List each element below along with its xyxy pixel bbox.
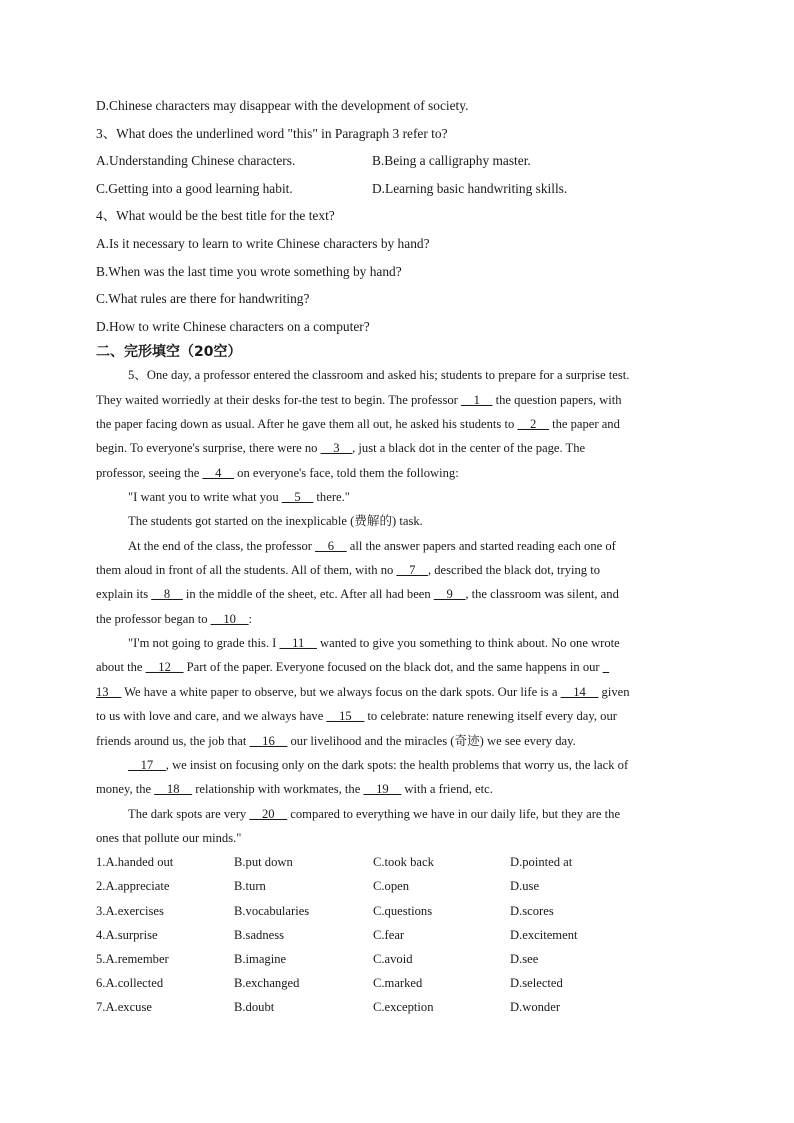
text-run: all the answer papers and started reading each one of [346, 538, 616, 553]
option-row [96, 874, 696, 898]
text-run: money, the [96, 782, 155, 797]
blank-6: __6__ [315, 538, 347, 553]
blank-2: __2__ [517, 417, 549, 432]
q3-option-b: B.Being a calligraphy master. [372, 153, 531, 169]
blank-13: 13__ [96, 684, 122, 699]
option-b: B.turn [234, 879, 266, 894]
cloze-options-list [96, 850, 696, 1019]
option-a: 2.A.appreciate [96, 879, 170, 894]
q3-option-a: A.Understanding Chinese characters. [96, 153, 296, 169]
text-run: the question papers, with [492, 392, 622, 407]
section-heading-cloze: 二、完形填空（20空） [96, 344, 242, 361]
option-c: C.took back [373, 855, 434, 870]
option-d: D.wonder [510, 1000, 561, 1015]
q3-stem: 3、What does the underlined word "this" in Paragraph 3 refer to? [96, 125, 448, 141]
text-run: The dark spots are very [128, 806, 250, 821]
option-b: B.put down [234, 855, 293, 870]
option-d: D.selected [510, 976, 563, 991]
text-run: We have a white paper to observe, but we always focus on the dark spots. Our life is a [121, 684, 561, 699]
blank-9: __9__ [433, 587, 466, 602]
cloze-p4-line-4 [96, 607, 696, 631]
option-c: C.fear [373, 927, 405, 942]
cloze-p6-line-1 [96, 753, 696, 777]
option-d: D.use [510, 879, 540, 894]
text-run: begin. To everyone's surprise, there were no [96, 441, 321, 456]
option-c: C.avoid [373, 952, 413, 967]
blank-18: __18__ [154, 782, 193, 797]
text-run: the professor began to [96, 611, 211, 626]
cloze-p4-line-2 [96, 558, 696, 582]
option-c: C.open [373, 879, 410, 894]
blank-20: __20__ [249, 806, 288, 821]
option-row [96, 850, 696, 874]
cloze-p1-line-5 [96, 461, 696, 485]
text-run: , we insist on focusing only on the dark spots: the health problems that worry us, the lack of [165, 757, 629, 772]
option-row [96, 995, 696, 1019]
text-run: compared to everything we have in our daily life, but they are the [287, 806, 621, 821]
text-run: At the end of the class, the professor [128, 538, 316, 553]
option-b: B.vocabularies [234, 903, 310, 918]
text-run: 5、One day, a professor entered the classroom and asked his; students to prepare for a surprise test. [128, 368, 630, 383]
text-run: relationship with workmates, the [192, 782, 364, 797]
cloze-p2-line-1 [96, 485, 696, 509]
blank-1: __1__ [460, 392, 493, 407]
text-run: to celebrate: nature renewing itself every day, our [364, 709, 617, 724]
option-d: D.scores [510, 903, 554, 918]
text-run: They waited worriedly at their desks for-the test to begin. The professor [96, 392, 461, 407]
q3-options-row-2 [96, 179, 696, 199]
cloze-p5-line-4 [96, 704, 696, 728]
option-a: 3.A.exercises [96, 903, 164, 918]
blank-5: __5__ [281, 490, 314, 505]
cloze-p1-line-4 [96, 436, 696, 460]
q3-options-row-1 [96, 151, 696, 171]
text-run: , the classroom was silent, and [465, 587, 619, 602]
option-d: D.excitement [510, 927, 578, 942]
q3-option-d: D.Learning basic handwriting skills. [372, 180, 568, 196]
cloze-p4-line-1 [96, 534, 696, 558]
q4-option-c: C.What rules are there for handwriting? [96, 291, 310, 307]
cloze-p3-line-1: The students got started on the inexplicable (费解的) task. [128, 514, 423, 529]
text-run: friends around us, the job that [96, 733, 250, 748]
cloze-p1-line-1 [96, 363, 696, 387]
q4-stem: 4、What would be the best title for the text? [96, 208, 335, 224]
q4-option-d: D.How to write Chinese characters on a computer? [96, 318, 370, 334]
text-run: the paper and [548, 417, 620, 432]
cloze-p1-line-3 [96, 412, 696, 436]
option-row [96, 899, 696, 923]
option-c: C.marked [373, 976, 423, 991]
option-a: 6.A.collected [96, 976, 164, 991]
cloze-p5-line-5 [96, 729, 696, 753]
text-run: wanted to give you something to think about. No one wrote [316, 636, 620, 651]
option-row [96, 923, 696, 947]
blank-19: __19__ [363, 782, 402, 797]
cloze-p4-line-3 [96, 582, 696, 606]
option-c: C.questions [373, 903, 433, 918]
cloze-p1-line-2 [96, 388, 696, 412]
cloze-p6-line-2 [96, 777, 696, 801]
option-a: 5.A.remember [96, 952, 169, 967]
cloze-p5-line-1 [96, 631, 696, 655]
blank-12: __12__ [145, 660, 184, 675]
option-b: B.doubt [234, 1000, 275, 1015]
option-row [96, 971, 696, 995]
document-page [96, 96, 696, 1020]
cloze-p5-line-2 [96, 655, 696, 679]
option-a: 1.A.handed out [96, 855, 174, 870]
option-d: D.pointed at [510, 855, 573, 870]
text-run: , described the black dot, trying to [427, 563, 601, 578]
option-d: D.see [510, 952, 539, 967]
text-run: our livelihood and the miracles (奇迹) we see every day. [287, 733, 576, 748]
text-run: given [598, 684, 630, 699]
blank-16: __16__ [249, 733, 288, 748]
text-run: explain its [96, 587, 152, 602]
option-b: B.sadness [234, 927, 285, 942]
option-a: 7.A.excuse [96, 1000, 152, 1015]
blank-15: __15__ [326, 709, 365, 724]
text-run: "I want you to write what you [128, 490, 282, 505]
text-run: with a friend, etc. [401, 782, 493, 797]
text-run: Part of the paper. Everyone focused on the black dot, and the same happens in our [183, 660, 603, 675]
blank-3: __3__ [320, 441, 353, 456]
option-a: 4.A.surprise [96, 927, 158, 942]
option-c: C.exception [373, 1000, 434, 1015]
text-run: professor, seeing the [96, 465, 203, 480]
text-run: : [248, 611, 252, 626]
text-run: in the middle of the sheet, etc. After all had been [182, 587, 434, 602]
q4-option-b: B.When was the last time you wrote something by hand? [96, 263, 402, 279]
cloze-p7-line-2: ones that pollute our minds." [96, 830, 242, 845]
option-b: B.imagine [234, 952, 287, 967]
blank-10: __10__ [210, 611, 249, 626]
text-run: on everyone's face, told them the following: [234, 465, 459, 480]
text-run: the paper facing down as usual. After he gave them all out, he asked his students to [96, 417, 518, 432]
q2-option-d: D.Chinese characters may disappear with the development of society. [96, 98, 469, 113]
option-row [96, 947, 696, 971]
text-run: , just a black dot in the center of the page. The [352, 441, 586, 456]
text-run: there." [313, 490, 350, 505]
blank-8: __8__ [151, 587, 183, 602]
cloze-p7-line-1 [96, 802, 696, 826]
blank-7: __7__ [396, 563, 428, 578]
q3-option-c: C.Getting into a good learning habit. [96, 180, 293, 196]
option-b: B.exchanged [234, 976, 300, 991]
text-run: to us with love and care, and we always have [96, 709, 327, 724]
blank-4: __4__ [202, 465, 234, 480]
blank-11: __11__ [279, 636, 317, 651]
blank-14: __14__ [560, 684, 599, 699]
text-run: them aloud in front of all the students. All of them, with no [96, 563, 397, 578]
text-run: about the [96, 660, 146, 675]
blank-13-start: _ [602, 660, 610, 675]
q4-option-a: A.Is it necessary to learn to write Chinese characters by hand? [96, 235, 430, 251]
cloze-p5-line-3 [96, 680, 696, 704]
text-run: "I'm not going to grade this. I [128, 636, 280, 651]
blank-17: __17__ [128, 757, 166, 772]
